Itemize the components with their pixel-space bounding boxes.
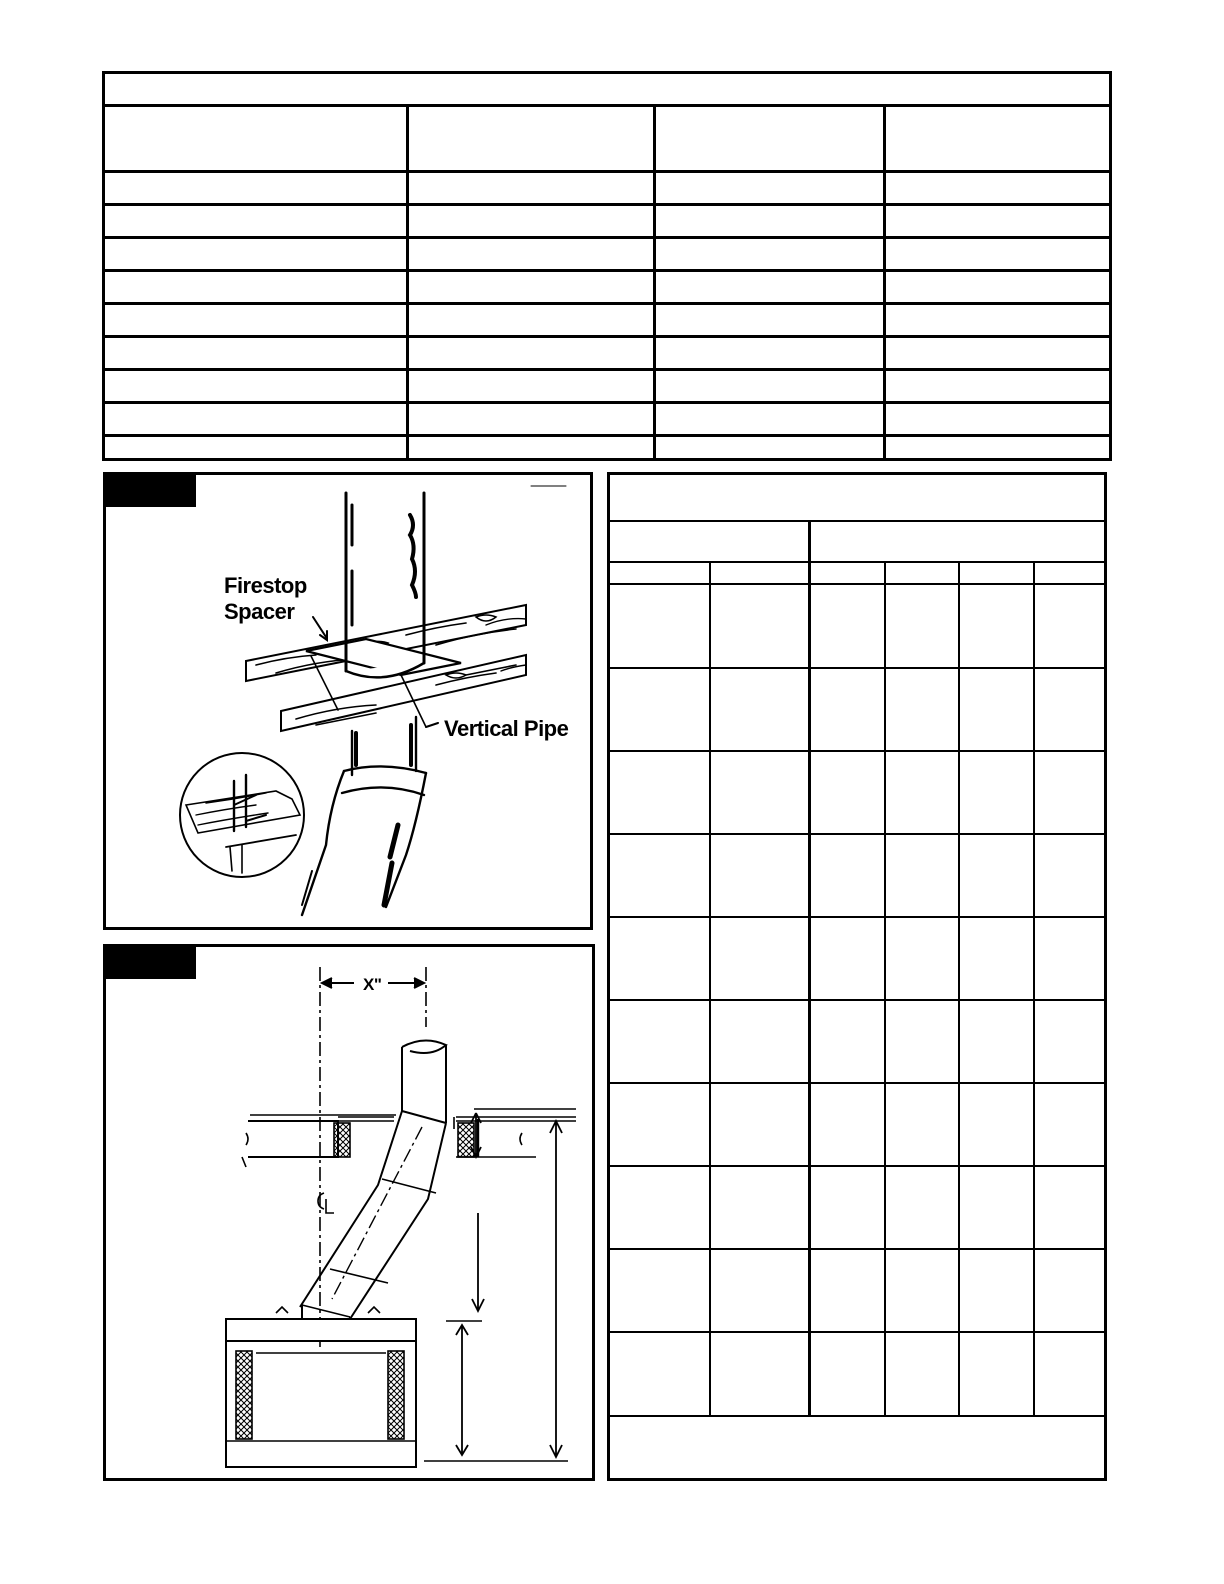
table-row [105,371,1109,404]
table-row-divider [610,667,1104,669]
table-row [105,206,1109,239]
table-row [105,272,1109,305]
table-title-divider [610,520,1104,522]
table-row-divider [610,999,1104,1001]
offset-dimension-label: X" [363,975,382,994]
offset-pipe-illustration [106,947,592,1478]
table-row-divider [610,1165,1104,1167]
table-column-divider [709,563,711,1415]
callout-line: Spacer [224,599,295,624]
table-row-divider [610,750,1104,752]
table-title-bar [105,74,1109,107]
table-column-divider [1033,563,1035,1415]
table-header-divider [610,561,1104,563]
vertical-pipe-callout: Vertical Pipe [444,716,569,741]
firestop-spacer-illustration [106,475,590,927]
side-table [607,472,1107,1481]
table-column-divider [653,107,656,458]
table-row [105,239,1109,272]
table-column-divider [884,563,886,1415]
callout-line: Firestop [224,573,307,598]
table-row [105,305,1109,338]
table-row-divider [610,916,1104,918]
table-row [105,338,1109,371]
table-column-divider [883,107,886,458]
top-table [102,71,1112,461]
table-row-divider [610,1331,1104,1333]
table-row-divider [610,833,1104,835]
table-column-divider [406,107,409,458]
table-column-divider [808,520,811,1415]
firestop-spacer-callout [224,573,307,625]
table-row [105,404,1109,437]
table-header-row [105,107,1109,173]
table-row [105,173,1109,206]
table-row-divider [610,1082,1104,1084]
table-row-divider [610,1248,1104,1250]
figure-firestop-spacer [103,472,593,930]
figure-offset-diagram [103,944,595,1481]
table-subheader-divider [610,583,1104,585]
table-footer-divider [610,1415,1104,1417]
table-column-divider [958,563,960,1415]
